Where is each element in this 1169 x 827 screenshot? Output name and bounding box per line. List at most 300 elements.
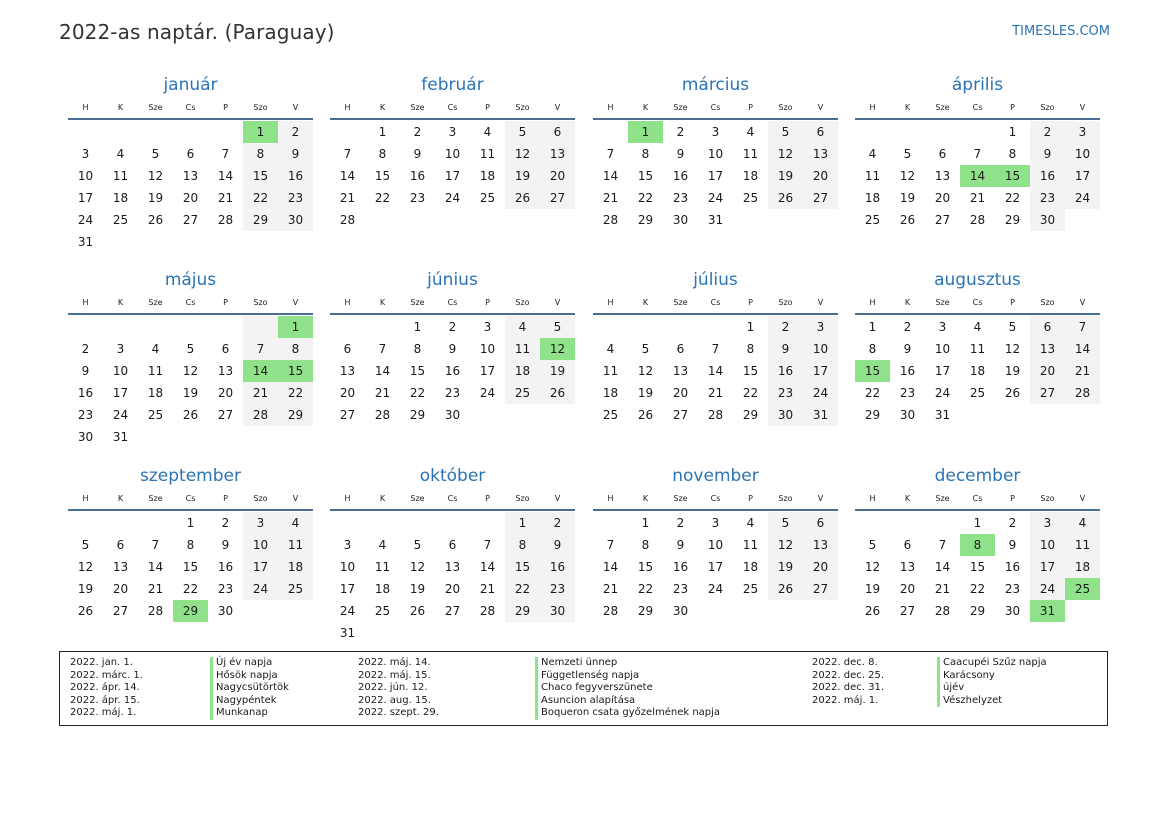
day-cell: 30 <box>1030 209 1065 231</box>
month-szeptember <box>68 464 313 622</box>
empty-cell <box>855 512 890 534</box>
site-link[interactable]: TIMESLES.COM <box>1012 24 1110 39</box>
holiday-names-col3 <box>937 657 1047 707</box>
holiday-date: 2022. ápr. 15. <box>70 694 140 706</box>
month-november <box>593 464 838 622</box>
day-cell: 14 <box>339 169 356 183</box>
day-cell: 7 <box>221 147 230 161</box>
day-cell: 5 <box>81 538 90 552</box>
weekday-label: Szo <box>778 103 793 112</box>
weekday-label: Sze <box>410 494 425 503</box>
day-cell: 26 <box>540 382 575 404</box>
weekday-label: P <box>485 298 490 307</box>
holiday-date: 2022. ápr. 14. <box>70 682 140 694</box>
day-cell: 24 <box>803 382 838 404</box>
day-cell: 2 <box>540 512 575 534</box>
day-cell: 23 <box>768 382 803 404</box>
weekday-label: Sze <box>935 298 950 307</box>
holiday-name: Függetlenség napja <box>535 670 720 683</box>
day-cell: 1 <box>378 125 387 139</box>
day-cell: 22 <box>278 382 313 404</box>
day-cell: 15 <box>243 165 278 187</box>
empty-cell <box>330 512 365 534</box>
day-cell: 18 <box>147 386 164 400</box>
day-cell: 27 <box>339 408 356 422</box>
holiday-date: 2022. jún. 12. <box>358 682 428 694</box>
day-cell: 22 <box>374 191 391 205</box>
holiday-date: 2022. dec. 31. <box>812 682 885 694</box>
day-cell: 26 <box>505 187 540 209</box>
weekday-label: V <box>554 494 561 503</box>
day-cell: 8 <box>413 342 422 356</box>
day-cell: 20 <box>899 582 916 596</box>
day-cell: 30 <box>1004 604 1021 618</box>
weekday-label: Sze <box>148 298 163 307</box>
day-cell: 7 <box>938 538 947 552</box>
weekday-label: Sze <box>673 103 688 112</box>
weekday-header <box>593 292 838 315</box>
holiday-day-cell: 1 <box>278 316 313 338</box>
day-cell: 6 <box>676 342 685 356</box>
day-grid <box>593 512 838 622</box>
day-cell: 4 <box>483 125 492 139</box>
day-cell: 14 <box>707 364 724 378</box>
day-cell: 26 <box>864 604 881 618</box>
weekday-header <box>68 97 313 120</box>
day-cell: 24 <box>707 582 724 596</box>
holiday-day-cell: 8 <box>960 534 995 556</box>
empty-cell <box>698 316 733 338</box>
day-cell: 2 <box>413 125 422 139</box>
day-cell: 16 <box>1030 165 1065 187</box>
day-cell: 24 <box>479 386 496 400</box>
holiday-day-cell: 15 <box>278 360 313 382</box>
weekday-label: V <box>817 103 824 112</box>
holiday-day-cell: 15 <box>995 165 1030 187</box>
day-cell: 17 <box>243 556 278 578</box>
day-cell: 8 <box>746 342 755 356</box>
day-cell: 6 <box>448 538 457 552</box>
day-cell: 31 <box>112 430 129 444</box>
holiday-list <box>59 651 1108 726</box>
day-cell: 23 <box>672 191 689 205</box>
weekday-label: Cs <box>710 494 721 503</box>
day-cell: 25 <box>602 408 619 422</box>
day-cell: 28 <box>969 213 986 227</box>
day-cell: 13 <box>540 143 575 165</box>
day-cell: 11 <box>505 338 540 360</box>
weekday-header <box>855 292 1100 315</box>
holiday-name: Boqueron csata győzelmének napja <box>535 707 720 720</box>
day-cell: 5 <box>505 121 540 143</box>
day-cell: 1 <box>1008 125 1017 139</box>
weekday-label: V <box>1079 298 1086 307</box>
weekday-header <box>330 292 575 315</box>
day-cell: 4 <box>973 320 982 334</box>
weekday-label: V <box>292 494 299 503</box>
weekday-label: H <box>869 494 876 503</box>
day-cell: 21 <box>147 582 164 596</box>
day-cell: 20 <box>444 582 461 596</box>
day-cell: 19 <box>768 556 803 578</box>
weekday-label: P <box>748 103 753 112</box>
day-cell: 9 <box>768 338 803 360</box>
day-cell: 11 <box>278 534 313 556</box>
day-cell: 18 <box>505 360 540 382</box>
day-cell: 29 <box>278 404 313 426</box>
page-title: 2022-as naptár. (Paraguay) <box>59 20 335 44</box>
holiday-dates-col2 <box>358 657 439 720</box>
weekday-label: Cs <box>710 298 721 307</box>
day-cell: 8 <box>378 147 387 161</box>
day-cell: 6 <box>803 121 838 143</box>
day-cell: 15 <box>637 560 654 574</box>
month-augusztus <box>855 268 1100 426</box>
empty-cell <box>138 512 173 534</box>
day-cell: 11 <box>742 147 759 161</box>
day-cell: 24 <box>444 191 461 205</box>
day-cell: 6 <box>903 538 912 552</box>
day-cell: 28 <box>339 213 356 227</box>
day-cell: 17 <box>934 364 951 378</box>
day-cell: 3 <box>243 512 278 534</box>
weekday-label: P <box>748 298 753 307</box>
day-cell: 4 <box>151 342 160 356</box>
day-cell: 30 <box>444 408 461 422</box>
day-cell: 13 <box>803 534 838 556</box>
day-cell: 27 <box>934 213 951 227</box>
month-április <box>855 73 1100 231</box>
day-cell: 6 <box>186 147 195 161</box>
day-cell: 9 <box>81 364 90 378</box>
empty-cell <box>138 121 173 143</box>
empty-cell <box>103 121 138 143</box>
day-cell: 19 <box>864 582 881 596</box>
day-cell: 4 <box>746 125 755 139</box>
holiday-date: 2022. szept. 29. <box>358 707 439 719</box>
day-cell: 11 <box>969 342 986 356</box>
day-cell: 9 <box>540 534 575 556</box>
day-cell: 22 <box>182 582 199 596</box>
day-cell: 28 <box>217 213 234 227</box>
day-cell: 7 <box>378 342 387 356</box>
weekday-label: H <box>82 494 89 503</box>
day-cell: 26 <box>147 213 164 227</box>
month-február <box>330 73 575 231</box>
day-cell: 21 <box>374 386 391 400</box>
day-cell: 15 <box>409 364 426 378</box>
day-cell: 29 <box>742 408 759 422</box>
day-cell: 21 <box>217 191 234 205</box>
day-cell: 12 <box>147 169 164 183</box>
weekday-label: Szo <box>253 298 268 307</box>
weekday-label: V <box>1079 494 1086 503</box>
day-cell: 3 <box>343 538 352 552</box>
day-cell: 7 <box>606 538 615 552</box>
weekday-label: H <box>607 494 614 503</box>
day-cell: 16 <box>672 560 689 574</box>
day-cell: 10 <box>243 534 278 556</box>
empty-cell <box>925 512 960 534</box>
weekday-label: Sze <box>410 103 425 112</box>
weekday-label: K <box>117 103 124 112</box>
day-cell: 13 <box>672 364 689 378</box>
day-cell: 27 <box>803 578 838 600</box>
day-cell: 12 <box>864 560 881 574</box>
day-cell: 12 <box>637 364 654 378</box>
weekday-label: V <box>1079 103 1086 112</box>
day-cell: 1 <box>413 320 422 334</box>
day-grid <box>330 121 575 231</box>
weekday-header <box>330 97 575 120</box>
day-cell: 29 <box>1004 213 1021 227</box>
day-cell: 21 <box>707 386 724 400</box>
holiday-day-cell: 14 <box>243 360 278 382</box>
day-cell: 2 <box>768 316 803 338</box>
weekday-header <box>593 97 838 120</box>
empty-cell <box>593 316 628 338</box>
day-cell: 7 <box>1065 316 1100 338</box>
weekday-label: Cs <box>972 103 983 112</box>
day-cell: 10 <box>1065 143 1100 165</box>
day-cell: 25 <box>278 578 313 600</box>
holiday-day-cell: 25 <box>1065 578 1100 600</box>
day-cell: 24 <box>112 408 129 422</box>
weekday-label: H <box>344 103 351 112</box>
day-cell: 6 <box>1030 316 1065 338</box>
day-cell: 16 <box>672 169 689 183</box>
day-cell: 3 <box>448 125 457 139</box>
day-cell: 20 <box>1030 360 1065 382</box>
day-cell: 8 <box>641 147 650 161</box>
day-cell: 14 <box>1065 338 1100 360</box>
day-cell: 26 <box>768 187 803 209</box>
weekday-label: H <box>344 494 351 503</box>
day-cell: 13 <box>934 169 951 183</box>
holiday-name: Munkanap <box>210 707 289 720</box>
day-cell: 22 <box>864 386 881 400</box>
day-cell: 7 <box>483 538 492 552</box>
day-cell: 26 <box>768 578 803 600</box>
day-cell: 14 <box>374 364 391 378</box>
weekday-label: Szo <box>1040 103 1055 112</box>
day-cell: 2 <box>81 342 90 356</box>
holiday-date: 2022. márc. 1. <box>70 669 143 681</box>
month-október <box>330 464 575 644</box>
day-cell: 17 <box>707 560 724 574</box>
weekday-header <box>68 292 313 315</box>
day-cell: 16 <box>768 360 803 382</box>
day-cell: 17 <box>479 364 496 378</box>
day-cell: 5 <box>768 512 803 534</box>
day-cell: 11 <box>864 169 881 183</box>
day-cell: 19 <box>637 386 654 400</box>
month-name: november <box>672 466 759 486</box>
day-cell: 27 <box>899 604 916 618</box>
day-cell: 11 <box>1065 534 1100 556</box>
weekday-label: K <box>379 298 386 307</box>
weekday-label: H <box>82 103 89 112</box>
weekday-label: P <box>1010 298 1015 307</box>
day-cell: 29 <box>243 209 278 231</box>
day-cell: 7 <box>711 342 720 356</box>
day-cell: 30 <box>672 213 689 227</box>
day-cell: 22 <box>1004 191 1021 205</box>
day-grid <box>855 512 1100 622</box>
day-cell: 19 <box>147 191 164 205</box>
day-cell: 28 <box>707 408 724 422</box>
weekday-label: K <box>642 494 649 503</box>
weekday-label: Szo <box>515 298 530 307</box>
month-name: április <box>951 75 1004 95</box>
empty-cell <box>330 121 365 143</box>
day-cell: 23 <box>899 386 916 400</box>
day-cell: 24 <box>339 604 356 618</box>
weekday-header <box>593 488 838 511</box>
day-cell: 31 <box>77 235 94 249</box>
weekday-label: Cs <box>185 298 196 307</box>
weekday-label: Szo <box>1040 494 1055 503</box>
day-cell: 2 <box>448 320 457 334</box>
day-cell: 18 <box>1065 556 1100 578</box>
day-cell: 4 <box>505 316 540 338</box>
day-cell: 10 <box>112 364 129 378</box>
day-cell: 21 <box>339 191 356 205</box>
day-cell: 4 <box>278 512 313 534</box>
month-március <box>593 73 838 231</box>
day-cell: 20 <box>934 191 951 205</box>
day-cell: 21 <box>1065 360 1100 382</box>
day-cell: 6 <box>116 538 125 552</box>
day-cell: 9 <box>1008 538 1017 552</box>
day-cell: 15 <box>742 364 759 378</box>
day-cell: 18 <box>602 386 619 400</box>
holiday-date: 2022. dec. 25. <box>812 669 885 681</box>
day-cell: 12 <box>768 143 803 165</box>
day-cell: 20 <box>672 386 689 400</box>
empty-cell <box>470 512 505 534</box>
empty-cell <box>330 316 365 338</box>
weekday-label: K <box>117 494 124 503</box>
day-cell: 10 <box>444 147 461 161</box>
holiday-name: Hősök napja <box>210 670 289 683</box>
day-cell: 16 <box>540 556 575 578</box>
day-cell: 17 <box>112 386 129 400</box>
day-cell: 5 <box>151 147 160 161</box>
day-cell: 7 <box>606 147 615 161</box>
day-cell: 8 <box>186 538 195 552</box>
empty-cell <box>628 316 663 338</box>
month-június <box>330 268 575 426</box>
day-cell: 27 <box>444 604 461 618</box>
day-cell: 24 <box>243 578 278 600</box>
day-cell: 29 <box>409 408 426 422</box>
day-cell: 20 <box>182 191 199 205</box>
empty-cell <box>103 316 138 338</box>
day-cell: 18 <box>742 560 759 574</box>
day-cell: 6 <box>803 512 838 534</box>
day-grid <box>593 316 838 426</box>
day-cell: 1 <box>868 320 877 334</box>
day-cell: 12 <box>77 560 94 574</box>
day-cell: 8 <box>1008 147 1017 161</box>
day-cell: 1 <box>746 320 755 334</box>
day-cell: 29 <box>864 408 881 422</box>
day-cell: 27 <box>182 213 199 227</box>
day-cell: 18 <box>374 582 391 596</box>
holiday-day-cell: 1 <box>628 121 663 143</box>
weekday-label: Szo <box>515 494 530 503</box>
day-cell: 1 <box>973 516 982 530</box>
weekday-label: Cs <box>185 103 196 112</box>
day-cell: 25 <box>505 382 540 404</box>
day-cell: 22 <box>637 582 654 596</box>
day-cell: 2 <box>676 516 685 530</box>
day-cell: 5 <box>1008 320 1017 334</box>
day-cell: 19 <box>899 191 916 205</box>
day-cell: 25 <box>864 213 881 227</box>
day-cell: 1 <box>505 512 540 534</box>
day-cell: 10 <box>934 342 951 356</box>
day-cell: 21 <box>602 582 619 596</box>
day-cell: 4 <box>378 538 387 552</box>
day-cell: 28 <box>602 213 619 227</box>
empty-cell <box>855 121 890 143</box>
weekday-label: K <box>904 298 911 307</box>
day-cell: 5 <box>641 342 650 356</box>
day-cell: 17 <box>339 582 356 596</box>
day-cell: 13 <box>339 364 356 378</box>
day-cell: 12 <box>505 143 540 165</box>
day-grid <box>68 121 313 253</box>
month-name: február <box>421 75 484 95</box>
empty-cell <box>960 121 995 143</box>
day-cell: 13 <box>444 560 461 574</box>
day-cell: 17 <box>1065 165 1100 187</box>
empty-cell <box>103 512 138 534</box>
day-cell: 19 <box>182 386 199 400</box>
day-cell: 11 <box>602 364 619 378</box>
day-cell: 24 <box>707 191 724 205</box>
day-cell: 19 <box>1004 364 1021 378</box>
day-cell: 23 <box>1004 582 1021 596</box>
day-cell: 19 <box>540 360 575 382</box>
day-cell: 25 <box>479 191 496 205</box>
empty-cell <box>243 316 278 338</box>
day-cell: 12 <box>409 560 426 574</box>
day-cell: 21 <box>602 191 619 205</box>
day-cell: 16 <box>409 169 426 183</box>
empty-cell <box>663 316 698 338</box>
weekday-label: K <box>904 494 911 503</box>
day-cell: 10 <box>77 169 94 183</box>
weekday-label: P <box>1010 103 1015 112</box>
day-cell: 2 <box>903 320 912 334</box>
day-cell: 9 <box>676 147 685 161</box>
holiday-date: 2022. máj. 1. <box>70 707 137 719</box>
weekday-label: H <box>344 298 351 307</box>
weekday-label: P <box>223 298 228 307</box>
holiday-name: Nagycsütörtök <box>210 682 289 695</box>
day-cell: 2 <box>278 121 313 143</box>
day-cell: 28 <box>602 604 619 618</box>
weekday-label: P <box>485 494 490 503</box>
day-grid <box>855 316 1100 426</box>
weekday-label: H <box>869 298 876 307</box>
day-cell: 28 <box>374 408 391 422</box>
day-cell: 8 <box>641 538 650 552</box>
day-cell: 1 <box>186 516 195 530</box>
